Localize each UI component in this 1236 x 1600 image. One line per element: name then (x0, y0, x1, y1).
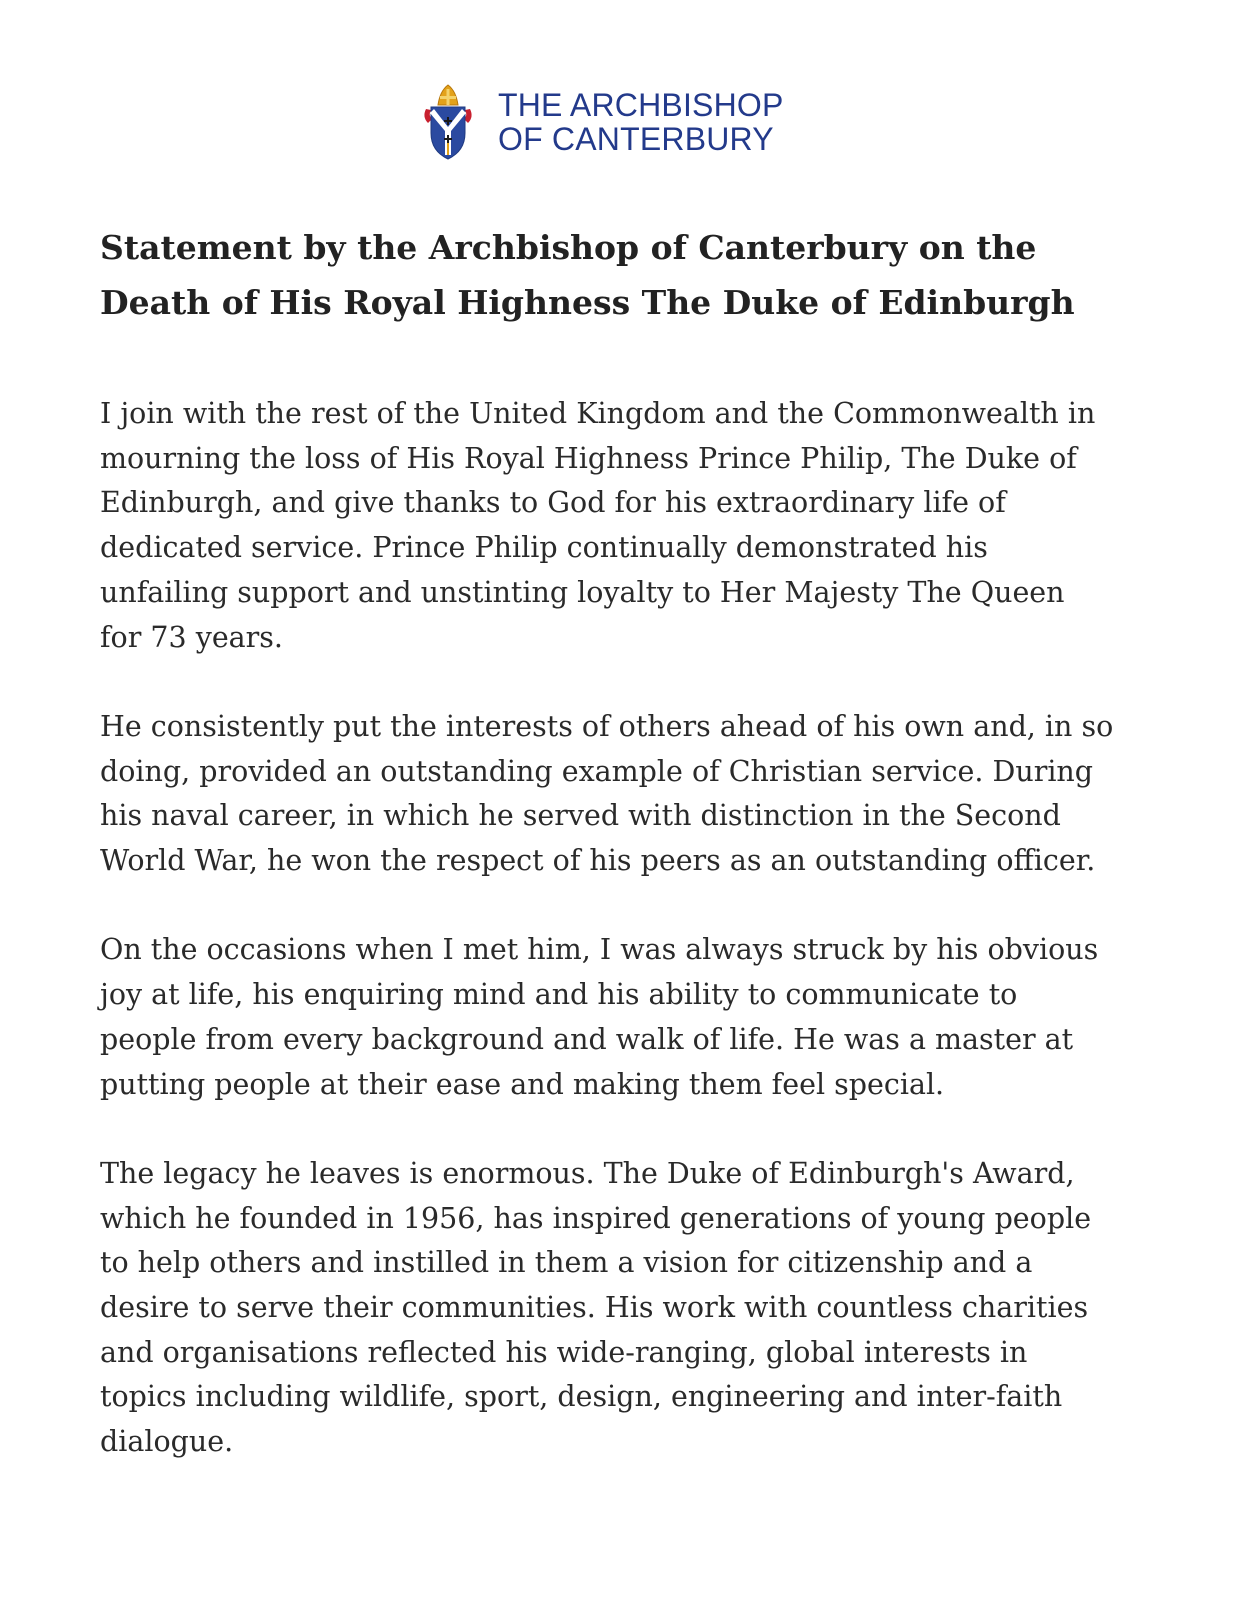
title-line-2: Death of His Royal Highness The Duke of Edinburgh (100, 283, 1075, 322)
text-line: and organisations reflected his wide-ranging, global interests in (100, 1335, 1028, 1369)
paragraph-1 (100, 392, 1140, 660)
text-line: World War, he won the respect of his peers as an outstanding officer. (100, 844, 1096, 878)
text-line: I join with the rest of the United Kingdom and the Commonwealth in (100, 397, 1096, 430)
text-line: The legacy he leaves is enormous. The Duke of Edinburgh's Award, (100, 1156, 1075, 1190)
text-line: mourning the loss of His Royal Highness Prince Philip, The Duke of (100, 441, 1077, 475)
logo-wordmark (498, 88, 784, 156)
text-line: dialogue. (100, 1425, 234, 1459)
statement-title (100, 220, 1140, 330)
text-line: dedicated service. Prince Philip continually demonstrated his (100, 531, 988, 565)
text-line: unfailing support and unstinting loyalty to Her Majesty The Queen (100, 575, 1065, 609)
text-line: putting people at their ease and making them feel special. (100, 1067, 945, 1101)
text-line: to help others and instilled in them a vision for citizenship and a (100, 1246, 1033, 1280)
text-line: desire to serve their communities. His work with countless charities (100, 1291, 1089, 1325)
archbishop-logo (420, 82, 784, 162)
paragraph-4 (100, 1152, 1140, 1465)
title-line-1: Statement by the Archbishop of Canterbury on the (100, 228, 1037, 267)
logo-line-1: THE ARCHBISHOP (498, 87, 784, 123)
text-line: On the occasions when I met him, I was always struck by his obvious (100, 933, 1099, 967)
text-line: doing, provided an outstanding example of Christian service. During (100, 754, 1094, 788)
text-line: Edinburgh, and give thanks to God for his extraordinary life of (100, 486, 1006, 520)
logo-line-2: OF CANTERBURY (498, 121, 774, 157)
text-line: which he founded in 1956, has inspired generations of young people (100, 1201, 1092, 1235)
text-line: topics including wildlife, sport, design, engineering and inter-faith (100, 1380, 1063, 1414)
text-line: his naval career, in which he served with distinction in the Second (100, 799, 1061, 833)
archbishop-arms-emblem-icon (420, 83, 476, 161)
text-line: joy at life, his enquiring mind and his ability to communicate to (100, 978, 1018, 1012)
text-line: He consistently put the interests of others ahead of his own and, in so (100, 709, 1114, 743)
paragraph-2 (100, 705, 1140, 884)
text-line: people from every background and walk of life. He was a master at (100, 1022, 1074, 1056)
statement-body (100, 392, 1140, 1510)
text-line: for 73 years. (100, 620, 283, 654)
paragraph-3 (100, 928, 1140, 1107)
